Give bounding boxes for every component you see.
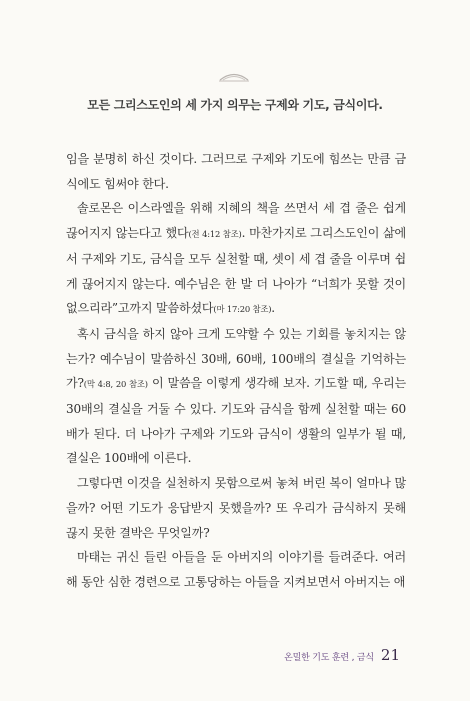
scripture-reference: (마 17:20 참조): [213, 304, 272, 315]
paragraph: [66, 147, 406, 196]
paragraph-text: . 마찬가지로 그리스도인이 삶에서 구제와 기도, 금식을 모두 실천할 때, 셋이 세 겹 줄을 이루며 쉽게 끊어지지 않는다. 예수님은 한 발 더 나아가 “너희가 못할 것이 없으리라”고까지 말씀하셨다: [66, 226, 406, 316]
scripture-reference: (막 4:8, 20 참조): [83, 379, 148, 390]
page-footer: [284, 646, 400, 664]
paragraph: [66, 545, 406, 594]
page-number: 21: [380, 646, 400, 664]
body-text: [66, 147, 406, 595]
paragraph-text: .: [271, 301, 275, 316]
paragraph-text: 마태는 귀신 들린 아들을 둔 아버지의 이야기를 들려준다. 여러 해 동안 심한 경련으로 고통당하는 아들을 지켜보면서 아버지는 애: [66, 550, 406, 589]
section-heading: 모든 그리스도인의 세 가지 의무는 구제와 기도, 금식이다.: [87, 98, 383, 112]
scripture-reference: (전 4:12 참조): [188, 229, 242, 240]
paragraph-text: 이 말씀을 이렇게 생각해 보자. 기도할 때, 우리는 30배의 결실을 거둘 수 있다. 기도와 금식을 함께 실천할 때는 60배가 된다. 더 나아가 구제와 기도와 금식이 생활의 일부가 될 때, 결실은 100배에 이른다.: [66, 376, 406, 466]
paragraph: [66, 196, 406, 322]
running-footer-title: 온밀한 기도 훈련 , 금식: [284, 653, 374, 663]
ornament-icon: [217, 68, 251, 84]
paragraph-text: 임을 분명히 하신 것이다. 그러므로 구제와 기도에 힘쓰는 만큼 금식에도 힘써야 한다.: [66, 152, 406, 191]
paragraph-text: 솔로몬은 이스라엘을 위해 지혜의 책을 쓰면서 세 겹 줄은 쉽게 끊어지지 않는다고 했다: [66, 201, 406, 241]
paragraph-text: 그렇다면 이것을 실천하지 못함으로써 놓쳐 버린 복이 얼마나 많을까? 어떤 기도가 응답받지 못했을까? 또 우리가 금식하지 못해 끊지 못한 결박은 무엇일까?: [66, 476, 406, 540]
paragraph-text: 혹시 금식을 하지 않아 크게 도약할 수 있는 기회를 놓치지는 않는가? 예수님이 말씀하신 30배, 60배, 100배의 결실을 기억하는가?: [66, 326, 406, 391]
paragraph: [66, 471, 406, 545]
paragraph: [66, 322, 406, 471]
